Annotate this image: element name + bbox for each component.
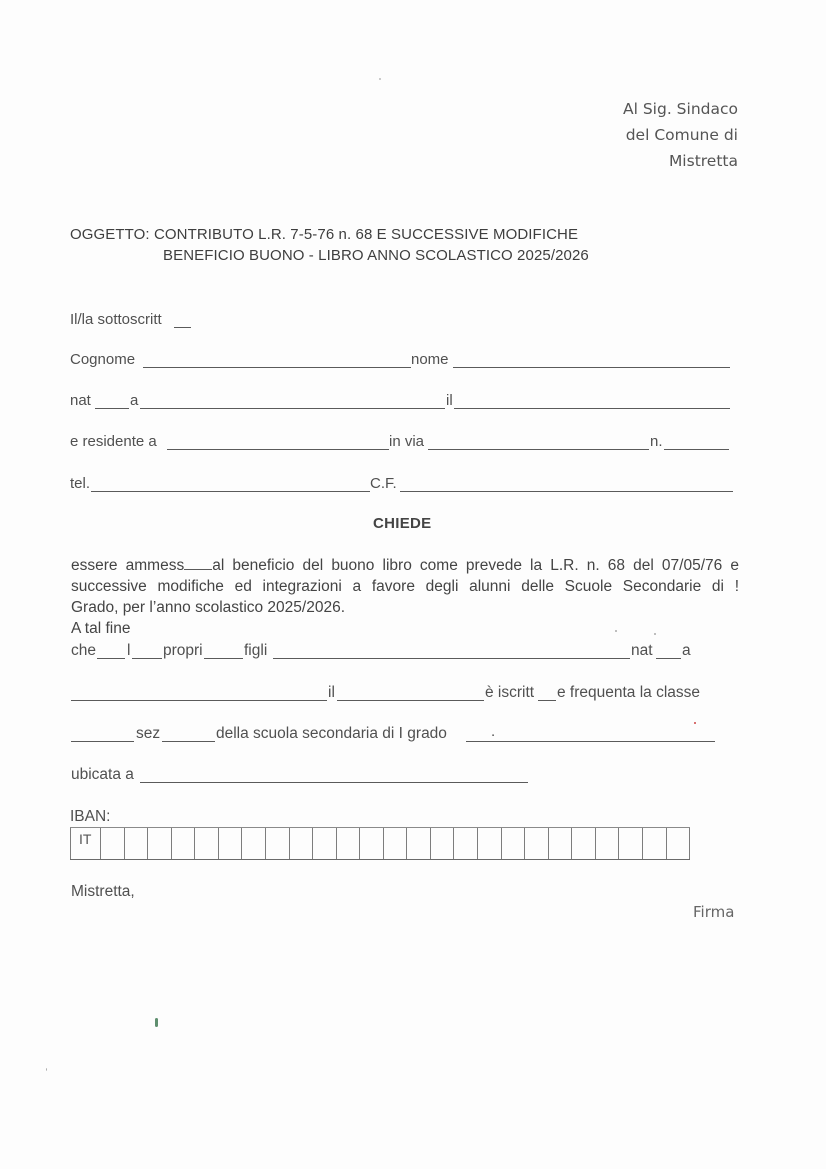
numero-label: n. bbox=[650, 433, 663, 450]
figli-label: figli bbox=[244, 642, 268, 659]
via-input[interactable] bbox=[430, 431, 647, 449]
iban-cell[interactable] bbox=[666, 828, 691, 859]
iban-cell[interactable] bbox=[336, 828, 360, 859]
iban-cell[interactable] bbox=[218, 828, 242, 859]
figli-input[interactable] bbox=[275, 640, 628, 658]
iscritt-label: è iscritt bbox=[485, 684, 535, 701]
iban-prefix: IT bbox=[79, 831, 92, 847]
ammess-suffix-input[interactable] bbox=[174, 556, 202, 574]
nome-input[interactable] bbox=[455, 349, 728, 367]
iban-cell[interactable] bbox=[289, 828, 313, 859]
nat-label: nat bbox=[70, 392, 91, 409]
ammess-label: essere ammess bbox=[71, 557, 185, 574]
nome-label: nome bbox=[411, 351, 449, 368]
nat-suffix-input[interactable] bbox=[96, 390, 128, 408]
nat-suffix-blank bbox=[95, 408, 129, 409]
iban-cell[interactable] bbox=[383, 828, 407, 859]
residente-blank bbox=[167, 449, 389, 450]
scan-speck bbox=[155, 1018, 158, 1027]
iban-cell[interactable] bbox=[501, 828, 525, 859]
figli-blank bbox=[273, 658, 630, 659]
via-label: in via bbox=[389, 433, 425, 450]
iban-cell[interactable] bbox=[642, 828, 666, 859]
addressee-line-1: Al Sig. Sindaco bbox=[623, 100, 738, 118]
request-line-2: successive modifiche ed integrazioni a favore degli alunni delle Scuole Secondarie di ! bbox=[71, 578, 739, 595]
birthdate-input[interactable] bbox=[456, 390, 728, 408]
iban-cell[interactable] bbox=[618, 828, 642, 859]
birthdate-blank bbox=[454, 408, 730, 409]
iscritt-blank bbox=[538, 700, 556, 701]
iban-cell[interactable] bbox=[595, 828, 619, 859]
iban-cell[interactable] bbox=[477, 828, 501, 859]
iban-cell[interactable] bbox=[312, 828, 336, 859]
request-paragraph bbox=[71, 555, 739, 639]
intro-label: Il/la sottoscritt bbox=[70, 311, 162, 328]
request-line-1 bbox=[71, 555, 739, 576]
scuola-blank bbox=[466, 741, 715, 742]
child-il-label: il bbox=[328, 684, 335, 701]
l-blank bbox=[132, 658, 162, 659]
ubicata-input[interactable] bbox=[142, 764, 526, 782]
scan-speck bbox=[654, 633, 656, 635]
child-nat-label: nat bbox=[631, 642, 653, 659]
via-blank bbox=[428, 449, 649, 450]
iban-cell-prefix bbox=[70, 828, 100, 859]
numero-blank bbox=[664, 449, 729, 450]
iban-cell[interactable] bbox=[194, 828, 218, 859]
cf-input[interactable] bbox=[402, 473, 731, 491]
cf-label: C.F. bbox=[370, 475, 397, 492]
place-label: Mistretta, bbox=[71, 883, 135, 900]
scan-speck bbox=[694, 722, 696, 724]
classe-blank bbox=[71, 741, 134, 742]
l-input[interactable] bbox=[133, 640, 161, 658]
numero-input[interactable] bbox=[666, 431, 727, 449]
birthplace-blank bbox=[140, 408, 445, 409]
iban-cell[interactable] bbox=[453, 828, 477, 859]
birthplace-a-label: a bbox=[130, 392, 139, 409]
addressee-line-2: del Comune di bbox=[625, 126, 738, 144]
tel-label: tel. bbox=[70, 475, 91, 492]
addressee-line-3: Mistretta bbox=[668, 152, 738, 170]
classe-input[interactable] bbox=[73, 723, 132, 741]
iban-cell[interactable] bbox=[524, 828, 548, 859]
child-nat-blank bbox=[656, 658, 681, 659]
request-line-3: Grado, per l’anno scolastico 2025/2026. bbox=[71, 599, 346, 616]
l-label: l bbox=[127, 642, 131, 659]
iscritt-input[interactable] bbox=[539, 682, 555, 700]
iban-cell[interactable] bbox=[171, 828, 195, 859]
iban-cell[interactable] bbox=[147, 828, 171, 859]
ubicata-blank bbox=[140, 782, 528, 783]
child-nat-input[interactable] bbox=[657, 640, 680, 658]
iban-label: IBAN: bbox=[70, 808, 111, 825]
che-blank bbox=[97, 658, 125, 659]
tel-input[interactable] bbox=[93, 473, 368, 491]
request-line-1-end: al beneficio del buono libro come prevede la L.R. n. 68 del 07/05/76 e bbox=[212, 557, 739, 574]
scuola-input[interactable] bbox=[500, 723, 713, 741]
sez-input[interactable] bbox=[164, 723, 213, 741]
child-birthdate-blank bbox=[337, 700, 484, 701]
iban-cell[interactable] bbox=[571, 828, 595, 859]
iban-cell[interactable] bbox=[406, 828, 430, 859]
signature-label: Firma bbox=[693, 903, 735, 921]
subject-line-2: BENEFICIO BUONO - LIBRO ANNO SCOLASTICO 2025/2026 bbox=[163, 247, 589, 264]
frequenta-label: e frequenta la classe bbox=[557, 684, 701, 701]
addressee-block bbox=[623, 96, 738, 174]
date-input[interactable] bbox=[145, 881, 295, 899]
request-line-4: A tal fine bbox=[71, 620, 131, 637]
scan-speck bbox=[615, 630, 617, 632]
propri-label: propri bbox=[163, 642, 203, 659]
scan-speck bbox=[379, 78, 381, 80]
scan-speck bbox=[46, 1068, 47, 1071]
cf-blank bbox=[400, 491, 733, 492]
subject-line-1: OGGETTO: CONTRIBUTO L.R. 7-5-76 n. 68 E SUCCESSIVE MODIFICHE bbox=[70, 226, 579, 243]
iban-cell[interactable] bbox=[548, 828, 572, 859]
tel-blank bbox=[91, 491, 370, 492]
iban-cell[interactable] bbox=[265, 828, 289, 859]
iban-grid bbox=[70, 827, 690, 860]
residente-input[interactable] bbox=[169, 431, 387, 449]
sez-blank bbox=[162, 741, 215, 742]
nome-blank bbox=[453, 367, 730, 368]
birthplace-input[interactable] bbox=[142, 390, 443, 408]
sez-label: sez bbox=[136, 725, 161, 742]
signature-input[interactable] bbox=[560, 930, 740, 948]
child-birthdate-input[interactable] bbox=[339, 682, 482, 700]
che-input[interactable] bbox=[98, 640, 124, 658]
cognome-input[interactable] bbox=[145, 349, 409, 367]
sottoscritt-suffix-input[interactable] bbox=[174, 310, 191, 328]
cognome-label: Cognome bbox=[70, 351, 136, 368]
child-a-label: a bbox=[682, 642, 691, 659]
scuola-dot: . bbox=[491, 723, 496, 740]
iban-cell[interactable] bbox=[124, 828, 148, 859]
che-label: che bbox=[71, 642, 96, 659]
propri-blank bbox=[204, 658, 243, 659]
ubicata-label: ubicata a bbox=[71, 766, 134, 783]
cognome-blank bbox=[143, 367, 411, 368]
iban-cell[interactable] bbox=[430, 828, 454, 859]
chiede-heading: CHIEDE bbox=[373, 515, 432, 532]
birthdate-il-label: il bbox=[446, 392, 453, 409]
residente-label: e residente a bbox=[70, 433, 157, 450]
propri-input[interactable] bbox=[205, 640, 242, 658]
scuola-label: della scuola secondaria di I grado bbox=[216, 725, 447, 742]
iban-cell[interactable] bbox=[241, 828, 265, 859]
iban-cell[interactable] bbox=[359, 828, 383, 859]
child-birthplace-blank bbox=[71, 700, 327, 701]
iban-cell[interactable] bbox=[100, 828, 124, 859]
child-birthplace-input[interactable] bbox=[73, 682, 325, 700]
